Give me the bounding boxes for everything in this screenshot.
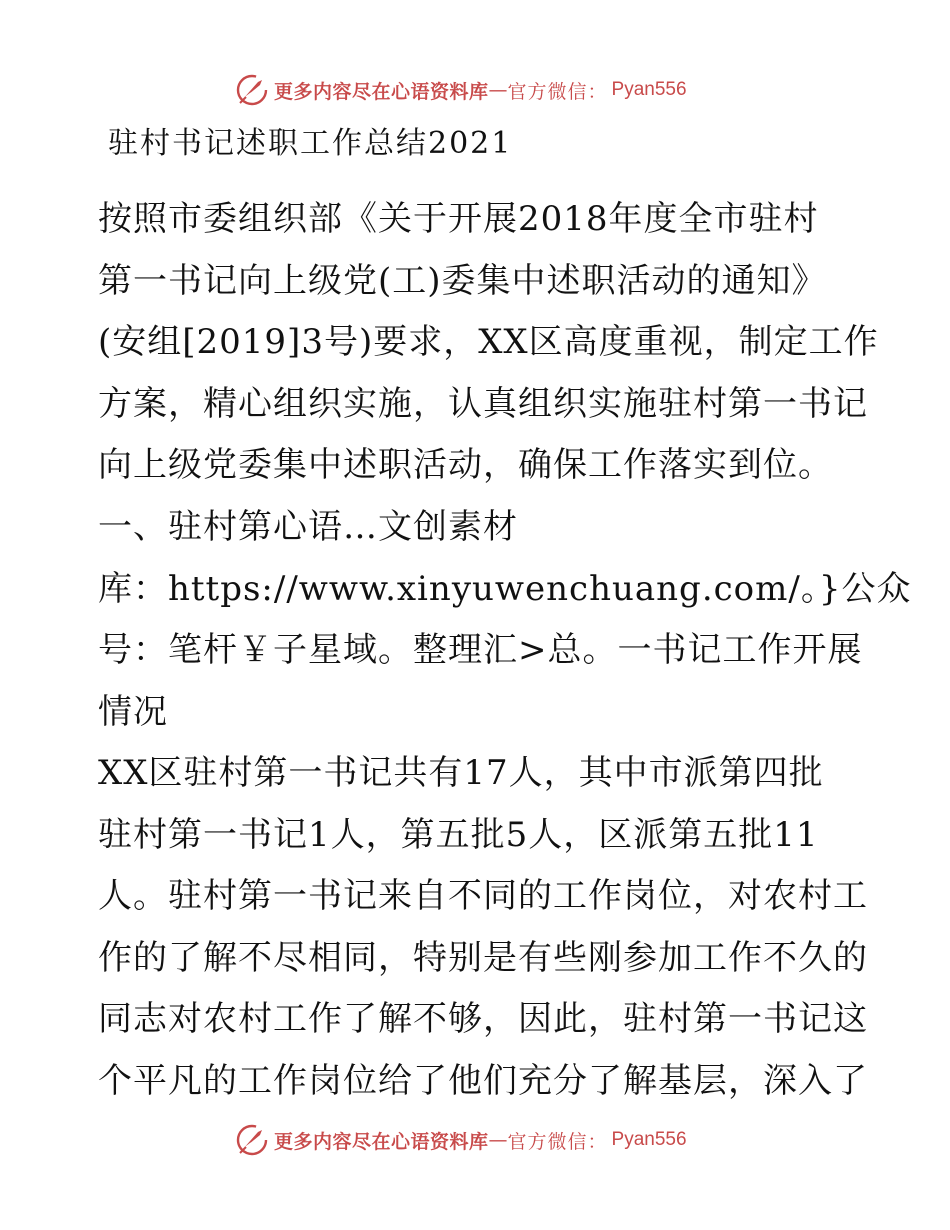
header-banner [234,70,687,110]
banner-wechat-id: Pyan556 [611,79,687,100]
paragraph-intro [98,189,879,497]
text-line: 个平凡的工作岗位给了他们充分了解基层，深入了 [98,1060,868,1101]
paragraph-body [98,743,868,1112]
text-line: 方案，精心组织实施，认真组织实施驻村第一书记 [98,383,868,424]
banner-wechat-label: 官方微信： [507,1130,608,1153]
feather-pen-logo-icon [234,72,270,108]
text-line: 第一书记向上级党(工)委集中述职活动的通知》 [98,260,827,301]
text-line: 按照市委组织部《关于开展2018年度全市驻村 [98,199,819,239]
text-line: 驻村第一书记1人，第五批5人，区派第五批11 [98,814,819,855]
text-line: 库：https://www.xinyuwenchuang.com/。}公众 [98,568,912,609]
paragraph-section-heading [98,497,912,743]
banner-wechat-id: Pyan556 [611,1129,687,1150]
text-line: 一、驻村第心语…文创素材 [98,507,518,547]
text-line: 号：笔杆￥子星域。整理汇>总。一书记工作开展 [98,630,863,670]
footer-banner [234,1120,687,1160]
text-line: 情况 [98,691,168,732]
text-line: 人。驻村第一书记来自不同的工作岗位，对农村工 [98,876,868,916]
banner-dash: — [488,1129,508,1151]
banner-main-text: 更多内容尽在心语资料库 [274,1130,489,1153]
text-line: XX区驻村第一书记共有17人，其中市派第四批 [98,753,824,793]
banner-dash: — [488,79,508,101]
feather-pen-logo-icon [234,1122,270,1158]
text-line: (安组[2019]3号)要求，XX区高度重视，制定工作 [98,322,879,362]
banner-wechat-label: 官方微信： [507,80,608,103]
text-line: 同志对农村工作了解不够，因此，驻村第一书记这 [98,999,868,1039]
banner-main-text: 更多内容尽在心语资料库 [274,80,489,103]
document-title: 驻村书记述职工作总结2021 [108,126,513,161]
text-line: 向上级党委集中述职活动，确保工作落实到位。 [98,445,833,485]
text-line: 作的了解不尽相同，特别是有些刚参加工作不久的 [98,937,868,978]
